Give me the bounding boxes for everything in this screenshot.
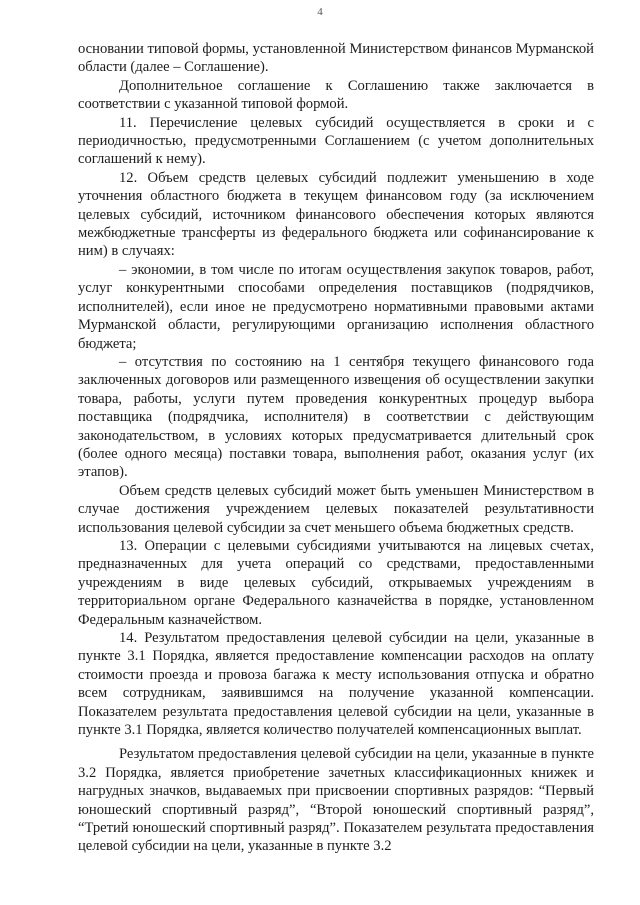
paragraph-continuation: основании типовой формы, установленной Министерством финансов Мурманской области (далее – Соглашение). <box>78 41 594 76</box>
list-item-no-contracts: – отсутствия по состоянию на 1 сентября текущего финансового года заключенных договоров или размещенного извещения об осуществлении закупки товара, работы, услуги путем проведения конкурентных процедур выбора поставщика (подрядчика, исполнителя) в соответствии с действующим законодательством, в условиях которых предусматривается длительный срок (более одного месяца) поставки товара, выполнения работ, оказания услуг (их этапов). <box>78 353 594 481</box>
paragraph-reduction: Объем средств целевых субсидий может быть уменьшен Министерством в случае достижения учреждением целевых показателей результативности использования целевой субсидии за счет меньшего объема бюджетных средств. <box>78 482 594 536</box>
paragraph-12: 12. Объем средств целевых субсидий подлежит уменьшению в ходе уточнения областного бюджета в текущем финансовом году (за исключением целевых субсидий, источником финансового обеспечения которых являются межбюджетные трансферты из федерального бюджета или софинансирование к ним) в случаях: <box>78 169 594 260</box>
paragraph-result-3-2: Результатом предоставления целевой субсидии на цели, указанные в пункте 3.2 Порядка, является приобретение зачетных классификационных книжек и нагрудных значков, выдаваемых при присвоении спортивных разрядов: “Первый юношеский спортивный разряд”, “Второй юношеский спортивный разряд”, “Третий юношеский спортивный разряд”. Показателем результата предоставления целевой субсидии на цели, указанные в пункте 3.2 <box>78 746 594 855</box>
paragraph-14: 14. Результатом предоставления целевой субсидии на цели, указанные в пункте 3.1 Порядка, является предоставление компенсации расходов на оплату стоимости проезда и провоза багажа к месту использования отпуска и обратно всем сотрудникам, заявившимся на получение указанной компенсации. Показателем результата предоставления целевой субсидии на цели, указанные в пункте 3.1 Порядка, является количество получателей компенсационных выплат. <box>78 630 594 739</box>
paragraph-13: 13. Операции с целевыми субсидиями учитываются на лицевых счетах, предназначенных для учета операций со средствами, предоставленными учреждениям в виде целевых субсидий, открываемых учреждениям в территориальном органе Федерального казначейства в порядке, установленном Федеральным казначейством. <box>78 537 594 628</box>
paragraph-11: 11. Перечисление целевых субсидий осуществляется в сроки и с периодичностью, предусмотренными Соглашением (с учетом дополнительных соглашений к нему). <box>78 114 594 168</box>
paragraph-additional-agreement: Дополнительное соглашение к Соглашению также заключается в соответствии с указанной типовой формой. <box>78 77 594 113</box>
page-number: 4 <box>317 6 323 18</box>
list-item-savings: – экономии, в том числе по итогам осуществления закупок товаров, работ, услуг конкурентными способами определения поставщиков (подрядчиков, исполнителей), если иное не предусмотрено нормативными правовыми актами Мурманской области, регулирующими организацию исполнения областного бюджета; <box>78 261 594 352</box>
document-body <box>78 40 594 856</box>
